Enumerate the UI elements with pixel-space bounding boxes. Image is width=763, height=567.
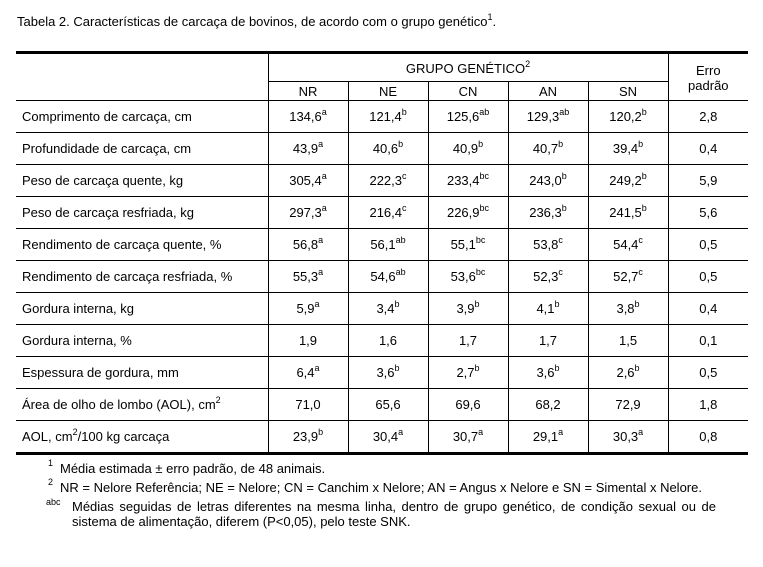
cell-value: 52,7 — [613, 269, 639, 284]
error-cell: 0,8 — [668, 421, 748, 454]
cell-value: 68,2 — [535, 397, 561, 412]
cell-value: 1,7 — [458, 333, 478, 348]
cell-letter: a — [478, 427, 484, 437]
value-cell-sn — [588, 197, 668, 229]
cell-value: 65,6 — [375, 397, 401, 412]
row-label-superscript: 2 — [72, 427, 78, 437]
cell-value: 55,3 — [292, 269, 319, 284]
error-label-line2: padrão — [688, 78, 729, 93]
row-label-superscript: 2 — [215, 395, 221, 405]
value-cell-cn — [428, 293, 508, 325]
cell-value: 222,3 — [369, 173, 403, 188]
row-label-text: Profundidade de carcaça, cm — [22, 141, 192, 156]
error-cell: 0,5 — [668, 261, 748, 293]
cell-letter: ab — [395, 235, 406, 245]
cell-value: 53,6 — [450, 269, 476, 284]
value-cell-an — [508, 357, 588, 389]
row-label-text: AOL, cm — [22, 429, 73, 444]
value-cell-an — [508, 101, 588, 133]
cell-value: 30,7 — [452, 429, 479, 444]
cell-value: 40,6 — [372, 141, 399, 156]
cell-value: 54,4 — [613, 237, 639, 252]
cell-letter: b — [558, 139, 564, 149]
row-label-tail: /100 kg carcaça — [77, 429, 170, 444]
cell-letter: b — [474, 299, 480, 309]
row-label — [16, 101, 268, 133]
cell-letter: ab — [395, 267, 406, 277]
table-row — [16, 389, 748, 421]
cell-letter: b — [318, 427, 324, 437]
error-cell: 0,4 — [668, 293, 748, 325]
value-cell-an — [508, 165, 588, 197]
cell-value: 55,1 — [450, 237, 476, 252]
cell-letter: a — [314, 299, 320, 309]
table-row — [16, 101, 748, 133]
row-label — [16, 165, 268, 197]
error-cell: 5,6 — [668, 197, 748, 229]
value-cell-ne — [348, 197, 428, 229]
cell-letter: b — [641, 107, 647, 117]
group-label: GRUPO GENÉTICO — [405, 61, 526, 76]
cell-letter: c — [402, 171, 407, 181]
table-footnotes — [46, 458, 716, 533]
row-label-text: Gordura interna, % — [22, 333, 132, 348]
cell-value: 236,3 — [529, 205, 562, 220]
cell-letter: c — [558, 235, 563, 245]
value-cell-nr — [268, 389, 348, 421]
cell-letter: b — [554, 299, 560, 309]
carcass-characteristics-table — [16, 51, 748, 455]
cell-value: 297,3 — [289, 205, 322, 220]
cell-letter: c — [402, 203, 407, 213]
table-row — [16, 357, 748, 389]
value-cell-cn — [428, 229, 508, 261]
cell-value: 1,9 — [298, 333, 318, 348]
cell-value: 40,7 — [532, 141, 559, 156]
value-cell-sn — [588, 261, 668, 293]
cell-letter: b — [561, 171, 567, 181]
header-blank-cell — [16, 53, 268, 101]
table-row — [16, 197, 748, 229]
row-label — [16, 293, 268, 325]
cell-value: 125,6 — [446, 109, 480, 124]
row-label-text: Gordura interna, kg — [22, 301, 135, 316]
row-label — [16, 389, 268, 421]
value-cell-nr — [268, 197, 348, 229]
footnote — [48, 458, 716, 476]
value-cell-nr — [268, 229, 348, 261]
cell-letter: b — [561, 203, 567, 213]
cell-value: 53,8 — [533, 237, 559, 252]
cell-value: 3,9 — [456, 301, 475, 316]
cell-value: 129,3 — [526, 109, 560, 124]
cell-value: 3,6 — [536, 365, 555, 380]
row-label-text: Espessura de gordura, mm — [22, 365, 179, 380]
cell-value: 241,5 — [609, 205, 642, 220]
value-cell-sn — [588, 101, 668, 133]
cell-letter: b — [394, 363, 400, 373]
footnote — [48, 499, 716, 529]
column-header-nr: NR — [268, 82, 348, 101]
value-cell-sn — [588, 165, 668, 197]
table-row — [16, 421, 748, 454]
cell-value: 56,1 — [370, 237, 396, 252]
cell-value: 233,4 — [446, 173, 480, 188]
value-cell-ne — [348, 165, 428, 197]
row-label-text: Rendimento de carcaça quente, % — [22, 237, 222, 252]
row-label-text: Área de olho de lombo (AOL), cm — [22, 397, 216, 412]
cell-letter: bc — [475, 235, 486, 245]
cell-value: 226,9 — [446, 205, 480, 220]
cell-value: 71,0 — [295, 397, 321, 412]
value-cell-an — [508, 325, 588, 357]
cell-letter: a — [318, 139, 324, 149]
cell-value: 1,7 — [538, 333, 558, 348]
cell-value: 3,8 — [616, 301, 635, 316]
value-cell-ne — [348, 133, 428, 165]
cell-value: 2,6 — [616, 365, 635, 380]
cell-letter: b — [478, 139, 484, 149]
value-cell-an — [508, 421, 588, 454]
value-cell-an — [508, 229, 588, 261]
error-cell: 2,8 — [668, 101, 748, 133]
cell-value: 4,1 — [536, 301, 555, 316]
value-cell-ne — [348, 101, 428, 133]
cell-letter: c — [638, 235, 643, 245]
value-cell-cn — [428, 165, 508, 197]
cell-value: 249,2 — [609, 173, 642, 188]
value-cell-nr — [268, 101, 348, 133]
cell-letter: a — [321, 203, 327, 213]
value-cell-nr — [268, 325, 348, 357]
cell-letter: b — [394, 299, 400, 309]
value-cell-an — [508, 293, 588, 325]
value-cell-sn — [588, 357, 668, 389]
row-label — [16, 261, 268, 293]
value-cell-cn — [428, 261, 508, 293]
row-label-text: Comprimento de carcaça, cm — [22, 109, 192, 124]
footnote-mark: 2 — [48, 477, 54, 487]
error-cell: 0,5 — [668, 357, 748, 389]
row-label — [16, 357, 268, 389]
footnote-mark: abc — [46, 497, 61, 507]
value-cell-nr — [268, 261, 348, 293]
value-cell-ne — [348, 389, 428, 421]
value-cell-an — [508, 197, 588, 229]
cell-value: 134,6 — [289, 109, 322, 124]
cell-value: 43,9 — [292, 141, 319, 156]
cell-letter: a — [558, 427, 564, 437]
row-label-text: Peso de carcaça quente, kg — [22, 173, 184, 188]
cell-value: 30,4 — [372, 429, 399, 444]
column-header-sn: SN — [588, 82, 668, 101]
cell-value: 23,9 — [292, 429, 319, 444]
error-cell: 0,5 — [668, 229, 748, 261]
error-cell: 0,1 — [668, 325, 748, 357]
table-caption: Tabela 2. Características de carcaça de bovinos, de acordo com o grupo genético$^1$. — [17, 12, 497, 29]
row-label — [16, 133, 268, 165]
cell-value: 120,2 — [609, 109, 642, 124]
value-cell-cn — [428, 325, 508, 357]
value-cell-sn — [588, 389, 668, 421]
value-cell-sn — [588, 133, 668, 165]
cell-value: 121,4 — [369, 109, 402, 124]
row-label-text: Rendimento de carcaça resfriada, % — [22, 269, 233, 284]
cell-letter: a — [398, 427, 404, 437]
table-row — [16, 165, 748, 197]
value-cell-ne — [348, 293, 428, 325]
value-cell-cn — [428, 133, 508, 165]
row-label — [16, 197, 268, 229]
value-cell-cn — [428, 101, 508, 133]
table-row — [16, 261, 748, 293]
value-cell-nr — [268, 165, 348, 197]
caption-footnote-mark: 1 — [487, 12, 493, 22]
table-row — [16, 133, 748, 165]
value-cell-an — [508, 261, 588, 293]
error-cell: 5,9 — [668, 165, 748, 197]
error-label-line1: Erro — [696, 63, 721, 78]
cell-letter: b — [641, 171, 647, 181]
cell-value: 243,0 — [529, 173, 562, 188]
row-label — [16, 229, 268, 261]
cell-letter: ab — [479, 107, 490, 117]
cell-value: 40,9 — [452, 141, 479, 156]
cell-letter: bc — [475, 267, 486, 277]
error-cell: 0,4 — [668, 133, 748, 165]
header-group-genetico — [268, 53, 668, 82]
cell-letter: a — [314, 363, 320, 373]
value-cell-ne — [348, 357, 428, 389]
footnote — [48, 477, 716, 495]
column-header-an: AN — [508, 82, 588, 101]
cell-letter: a — [318, 235, 324, 245]
header-erro-padrao — [668, 53, 748, 101]
group-footnote-mark: 2 — [525, 59, 531, 69]
cell-letter: b — [634, 299, 640, 309]
cell-letter: b — [398, 139, 404, 149]
cell-letter: b — [401, 107, 407, 117]
caption-text: Tabela 2. Características de carcaça de bovinos, de acordo com o grupo genético — [17, 14, 488, 29]
value-cell-sn — [588, 421, 668, 454]
value-cell-sn — [588, 325, 668, 357]
cell-value: 1,6 — [378, 333, 398, 348]
value-cell-ne — [348, 325, 428, 357]
value-cell-an — [508, 133, 588, 165]
cell-value: 5,9 — [296, 301, 315, 316]
value-cell-cn — [428, 421, 508, 454]
cell-value: 1,5 — [618, 333, 638, 348]
cell-value: 305,4 — [289, 173, 322, 188]
value-cell-nr — [268, 421, 348, 454]
cell-value: 2,7 — [456, 365, 475, 380]
cell-letter: bc — [479, 203, 490, 213]
value-cell-nr — [268, 357, 348, 389]
cell-letter: b — [634, 363, 640, 373]
cell-letter: b — [474, 363, 480, 373]
cell-letter: a — [318, 267, 324, 277]
row-label-text: Peso de carcaça resfriada, kg — [22, 205, 194, 220]
cell-letter: b — [641, 203, 647, 213]
cell-value: 39,4 — [612, 141, 639, 156]
value-cell-sn — [588, 293, 668, 325]
cell-letter: a — [321, 107, 327, 117]
cell-value: 3,6 — [376, 365, 395, 380]
cell-value: 30,3 — [612, 429, 639, 444]
value-cell-cn — [428, 197, 508, 229]
cell-letter: c — [558, 267, 563, 277]
value-cell-an — [508, 389, 588, 421]
value-cell-ne — [348, 421, 428, 454]
value-cell-cn — [428, 389, 508, 421]
cell-value: 69,6 — [455, 397, 481, 412]
value-cell-sn — [588, 229, 668, 261]
row-label — [16, 421, 268, 454]
footnote-mark: 1 — [48, 458, 54, 468]
cell-letter: a — [321, 171, 327, 181]
value-cell-nr — [268, 133, 348, 165]
table-row — [16, 293, 748, 325]
cell-value: 52,3 — [533, 269, 559, 284]
cell-value: 72,9 — [615, 397, 641, 412]
column-header-cn: CN — [428, 82, 508, 101]
footnote-text: Média estimada ± erro padrão, de 48 animais. — [60, 461, 326, 476]
cell-letter: c — [638, 267, 643, 277]
value-cell-ne — [348, 261, 428, 293]
value-cell-cn — [428, 357, 508, 389]
column-header-ne: NE — [348, 82, 428, 101]
error-cell: 1,8 — [668, 389, 748, 421]
row-label — [16, 325, 268, 357]
value-cell-ne — [348, 229, 428, 261]
cell-value: 56,8 — [292, 237, 319, 252]
cell-letter: bc — [479, 171, 490, 181]
cell-letter: a — [638, 427, 644, 437]
cell-value: 54,6 — [370, 269, 396, 284]
table-row — [16, 325, 748, 357]
cell-value: 216,4 — [369, 205, 403, 220]
footnote-text: Médias seguidas de letras diferentes na mesma linha, dentro de grupo genético, de condição sexual ou de sistema de alimentação, diferem (P<0,05), pelo teste SNK. — [72, 499, 716, 529]
cell-value: 29,1 — [532, 429, 559, 444]
cell-letter: ab — [559, 107, 570, 117]
cell-letter: b — [554, 363, 560, 373]
cell-value: 3,4 — [376, 301, 395, 316]
footnote-text: NR = Nelore Referência; NE = Nelore; CN = Canchim x Nelore; AN = Angus x Nelore e SN = Simental x Nelore. — [60, 480, 702, 495]
cell-letter: b — [638, 139, 644, 149]
table-row — [16, 229, 748, 261]
cell-value: 6,4 — [296, 365, 315, 380]
value-cell-nr — [268, 293, 348, 325]
